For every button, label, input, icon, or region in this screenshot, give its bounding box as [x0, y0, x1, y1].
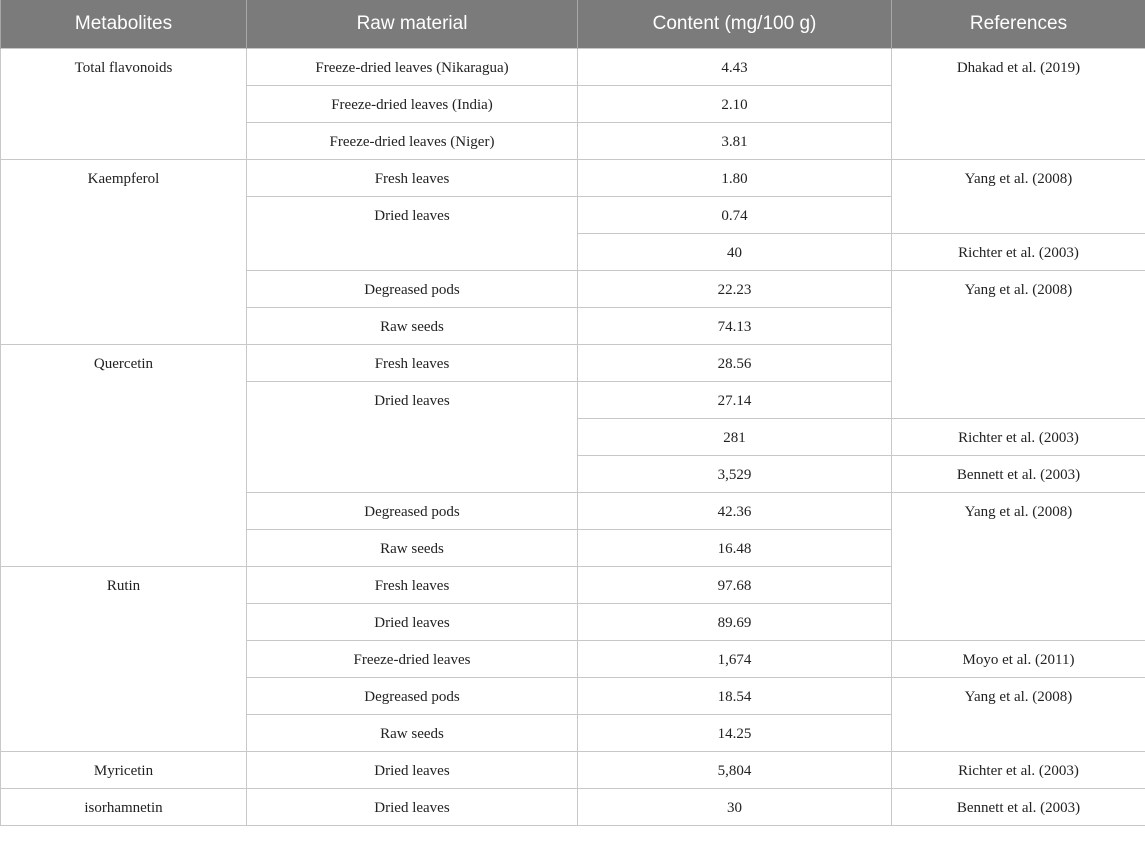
- content-cell: 40: [578, 234, 892, 271]
- raw-material-cell: Dried leaves: [247, 789, 578, 826]
- header-content: Content (mg/100 g): [578, 0, 892, 49]
- reference-cell: Richter et al. (2003): [892, 752, 1145, 789]
- raw-material-cell: Fresh leaves: [247, 345, 578, 382]
- content-cell: 18.54: [578, 678, 892, 715]
- metabolite-cell: Quercetin: [1, 345, 247, 567]
- table-row: [1, 752, 1145, 789]
- raw-material-cell: Dried leaves: [247, 604, 578, 641]
- header-raw-material: Raw material: [247, 0, 578, 49]
- raw-material-cell: Fresh leaves: [247, 160, 578, 197]
- content-cell: 30: [578, 789, 892, 826]
- reference-cell: Dhakad et al. (2019): [892, 49, 1145, 160]
- content-cell: 42.36: [578, 493, 892, 530]
- raw-material-cell: Dried leaves: [247, 197, 578, 271]
- table-row: [1, 160, 1145, 197]
- content-cell: 3.81: [578, 123, 892, 160]
- reference-cell: Yang et al. (2008): [892, 271, 1145, 419]
- raw-material-cell: Freeze-dried leaves (India): [247, 86, 578, 123]
- metabolite-cell: Total flavonoids: [1, 49, 247, 160]
- content-cell: 1.80: [578, 160, 892, 197]
- metabolite-cell: isorhamnetin: [1, 789, 247, 826]
- reference-cell: Bennett et al. (2003): [892, 789, 1145, 826]
- content-cell: 28.56: [578, 345, 892, 382]
- content-cell: 22.23: [578, 271, 892, 308]
- content-cell: 281: [578, 419, 892, 456]
- content-cell: 14.25: [578, 715, 892, 752]
- header-row: [1, 0, 1145, 49]
- content-cell: 74.13: [578, 308, 892, 345]
- content-cell: 1,674: [578, 641, 892, 678]
- raw-material-cell: Freeze-dried leaves: [247, 641, 578, 678]
- raw-material-cell: Dried leaves: [247, 752, 578, 789]
- content-cell: 5,804: [578, 752, 892, 789]
- raw-material-cell: Degreased pods: [247, 678, 578, 715]
- reference-cell: Yang et al. (2008): [892, 160, 1145, 234]
- reference-cell: Richter et al. (2003): [892, 419, 1145, 456]
- content-cell: 97.68: [578, 567, 892, 604]
- content-cell: 3,529: [578, 456, 892, 493]
- raw-material-cell: Raw seeds: [247, 715, 578, 752]
- content-cell: 0.74: [578, 197, 892, 234]
- content-cell: 16.48: [578, 530, 892, 567]
- reference-cell: Moyo et al. (2011): [892, 641, 1145, 678]
- raw-material-cell: Raw seeds: [247, 308, 578, 345]
- table-row: [1, 49, 1145, 86]
- metabolite-cell: Rutin: [1, 567, 247, 752]
- raw-material-cell: Dried leaves: [247, 382, 578, 493]
- reference-cell: Richter et al. (2003): [892, 234, 1145, 271]
- table-row: [1, 789, 1145, 826]
- content-cell: 27.14: [578, 382, 892, 419]
- metabolite-cell: Kaempferol: [1, 160, 247, 345]
- header-references: References: [892, 0, 1145, 49]
- raw-material-cell: Freeze-dried leaves (Niger): [247, 123, 578, 160]
- reference-cell: Bennett et al. (2003): [892, 456, 1145, 493]
- raw-material-cell: Raw seeds: [247, 530, 578, 567]
- raw-material-cell: Degreased pods: [247, 493, 578, 530]
- raw-material-cell: Freeze-dried leaves (Nikaragua): [247, 49, 578, 86]
- reference-cell: Yang et al. (2008): [892, 493, 1145, 641]
- reference-cell: Yang et al. (2008): [892, 678, 1145, 752]
- raw-material-cell: Fresh leaves: [247, 567, 578, 604]
- content-cell: 4.43: [578, 49, 892, 86]
- metabolite-cell: Myricetin: [1, 752, 247, 789]
- raw-material-cell: Degreased pods: [247, 271, 578, 308]
- content-cell: 2.10: [578, 86, 892, 123]
- content-cell: 89.69: [578, 604, 892, 641]
- header-metabolites: Metabolites: [1, 0, 247, 49]
